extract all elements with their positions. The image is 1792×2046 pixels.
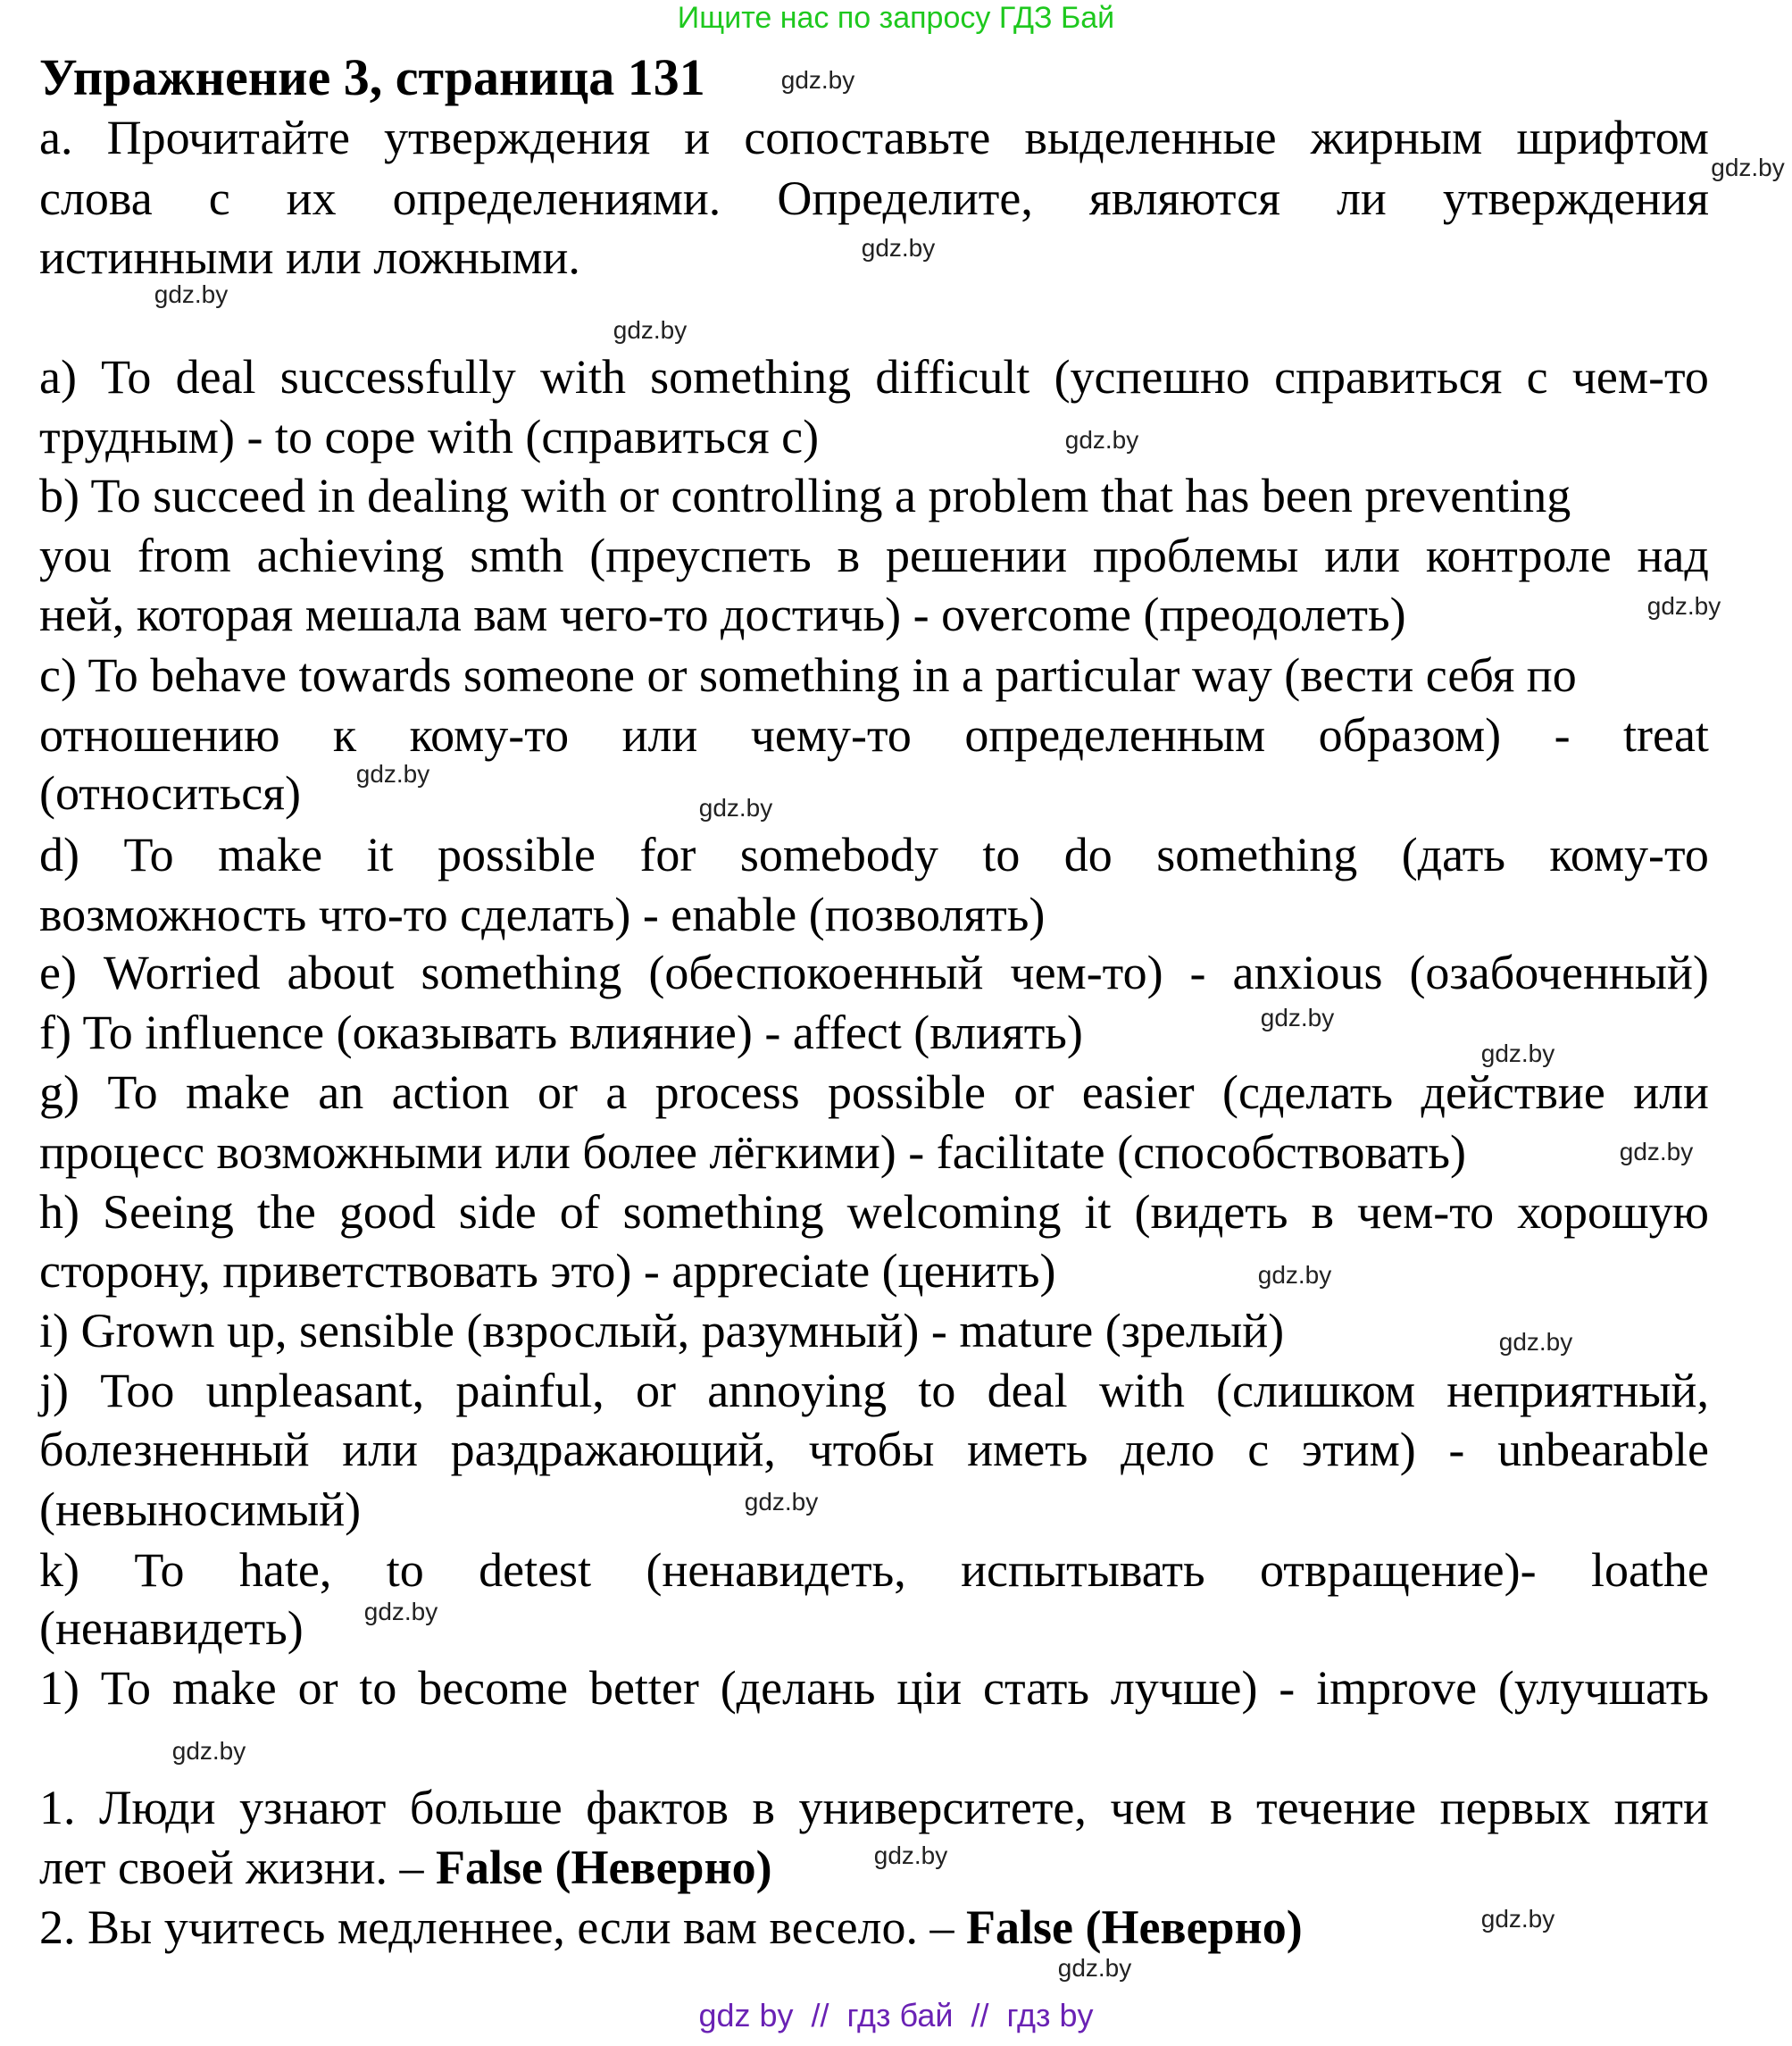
word: кому-то [409,708,570,762]
line-text: ней, которая мешала вам чего-то достичь) - overcome (преодолеть) [39,588,1406,641]
watermark: gdz.by [1711,154,1785,181]
word: with [539,350,626,404]
word: successfully [279,350,516,404]
text-line [39,1366,1709,1415]
word: unpleasant, [205,1364,425,1417]
word: чему-то [750,708,912,762]
watermark: gdz.by [1619,1138,1694,1165]
word: Too [100,1364,175,1417]
word: и [684,111,711,164]
watermark: gdz.by [780,66,855,94]
watermark: gdz.by [1260,1004,1335,1031]
word: с [1247,1423,1270,1476]
text-line [39,410,820,463]
search-banner: Ищите нас по запросу ГДЗ Бай [677,1,1115,35]
word: loathe [1590,1543,1709,1597]
word: - [1189,946,1206,999]
word: for [639,828,696,881]
text-line [39,1425,1709,1474]
word: чем-то) [1010,946,1163,999]
word: (озабоченный) [1409,946,1709,999]
word: about [287,946,395,999]
line-text: f) To influence (оказывать влияние) - affect (влиять) [39,1006,1083,1059]
text-line [39,1304,1285,1357]
line-text: возможность что-то сделать) - enable (позволять) [39,888,1046,941]
word: g) [39,1065,79,1119]
word: действие [1421,1065,1605,1119]
watermark: gdz.by [171,1737,246,1765]
word: дело [1121,1423,1215,1476]
text-line [39,1661,1709,1715]
text-line [39,171,1709,225]
word: определениями. [392,171,721,225]
word: или [342,1423,418,1476]
word: 1. [39,1781,76,1834]
watermark: gdz.by [744,1488,819,1516]
line-text: процесс возможными или более лёгкими) - facilitate (способствовать) [39,1125,1467,1179]
word: Seeing [102,1185,234,1239]
word: to [386,1543,424,1597]
answer-label: False (Неверно) [966,1900,1303,1954]
word: отвращение)- [1259,1543,1537,1597]
word: хорошую [1517,1185,1709,1239]
word: сопоставьте [744,111,991,164]
line-text: (ненавидеть) [39,1601,304,1655]
watermark: gdz.by [1064,426,1139,454]
word: an [318,1065,364,1119]
word: их [286,171,337,225]
word: To [134,1543,185,1597]
line-text: трудным) - to cope with (справиться с) [39,410,820,463]
word: или [621,708,698,762]
word: над [1637,529,1709,582]
text-line [39,828,1709,881]
word: образом) [1318,708,1502,762]
text-line [39,1006,1083,1059]
word: Люди [98,1781,216,1834]
word: (слишком [1216,1364,1416,1417]
word: anxious [1232,946,1383,999]
text-line [39,948,1709,997]
word: To [101,350,152,404]
word: решении [885,529,1068,582]
word: treat [1623,708,1709,762]
word: smth [470,529,564,582]
word: проблемы [1093,529,1299,582]
word: в [1210,1781,1233,1834]
word: (сделать [1222,1065,1394,1119]
word: лучше) [1110,1661,1258,1715]
word: кому-то [1549,828,1709,881]
word: слова [39,171,153,225]
word: чтобы [808,1423,935,1476]
word: - [1448,1423,1465,1476]
word: чем [1110,1781,1187,1834]
word: To [107,1065,158,1119]
word: to [982,828,1021,881]
watermark: gdz.by [613,316,688,344]
word: этим) [1301,1423,1416,1476]
word: make [185,1065,290,1119]
word: утверждения [384,111,651,164]
text-line [39,708,1709,762]
line-text: c) To behave towards someone or something in a particular way (вести себя по [39,648,1577,702]
footer-links: gdz by // гдз бай // гдз by [698,1997,1094,2033]
word: detest [479,1543,592,1597]
word: или [1324,529,1400,582]
text-line [39,1125,1467,1179]
text-line [39,1244,1056,1298]
word: to [359,1661,397,1715]
word: j) [39,1364,69,1417]
word: ціи [896,1661,963,1715]
word: welcoming [846,1185,1062,1239]
word: (ненавидеть, [646,1543,906,1597]
word: (преуспеть [589,529,812,582]
word: чем-то [1571,350,1709,404]
word: утверждения [1442,171,1709,225]
watermark: gdz.by [1257,1261,1332,1289]
text-line [39,1900,1303,1954]
word: (успешно [1054,350,1250,404]
page-title: Упражнение 3, страница 131 [39,48,705,106]
word: первых [1439,1781,1591,1834]
word: в [837,529,861,582]
word: e) [39,946,77,999]
word: Определите, [777,171,1033,225]
word: - [1554,708,1571,762]
line-text: сторону, приветствовать это) - appreciate (ценить) [39,1244,1056,1298]
word: - [1279,1661,1296,1715]
text-line [39,1601,304,1655]
text-line [39,113,1709,162]
word: болезненный [39,1423,310,1476]
text-line [39,1543,1709,1597]
word: something [421,946,622,999]
word: k) [39,1543,79,1597]
word: или [1633,1065,1709,1119]
word: something [650,350,852,404]
word: больше [409,1781,563,1834]
word: в [1311,1185,1334,1239]
watermark: gdz.by [1646,592,1721,620]
word: жирным [1310,111,1483,164]
word: с [208,171,230,225]
word: иметь [967,1423,1088,1476]
text-line [39,890,1045,939]
word: process [654,1065,800,1119]
text-line [39,531,1709,580]
word: (видеть [1134,1185,1288,1239]
line-text: 2. Вы учитесь медленнее, если вам весело. – [39,1900,966,1954]
word: improve [1316,1661,1478,1715]
word: unbearable [1497,1423,1709,1476]
word: To [123,828,174,881]
watermark: gdz.by [1480,1905,1555,1933]
word: make [218,828,323,881]
word: с [1526,350,1548,404]
word: easier [1081,1065,1195,1119]
word: ли [1336,171,1387,225]
word: side [458,1185,537,1239]
word: with [1098,1364,1185,1417]
line-text: лет своей жизни. – [39,1841,436,1894]
word: good [338,1185,436,1239]
word: become [418,1661,569,1715]
word: отношению [39,708,280,762]
word: определенным [964,708,1266,762]
word: do [1063,828,1113,881]
word: make [171,1661,277,1715]
word: Worried [103,946,261,999]
word: испытывать [961,1543,1205,1597]
word: справиться [1274,350,1503,404]
text-line [39,1185,1709,1239]
word: painful, [455,1364,604,1417]
line-text: (невыносимый) [39,1482,362,1536]
watermark: gdz.by [861,234,936,262]
word: течение [1256,1781,1417,1834]
word: deal [987,1364,1068,1417]
word: somebody [739,828,938,881]
word: 1) [39,1661,79,1715]
answer-label: False (Неверно) [435,1841,772,1894]
word: deal [175,350,256,404]
line-text: b) To succeed in dealing with or controlling a problem that has been preventing [39,469,1571,522]
watermark: gdz.by [1057,1954,1132,1982]
word: являются [1088,171,1280,225]
word: в [752,1781,775,1834]
word: a) [39,350,77,404]
word: the [256,1185,316,1239]
word: к [332,708,357,762]
word: possible [437,828,596,881]
word: чем-то [1356,1185,1495,1239]
word: узнают [238,1781,387,1834]
word: something [1156,828,1358,881]
line-text: истинными или ложными. [39,230,580,284]
word: To [100,1661,152,1715]
text-line [39,1843,772,1892]
word: раздражающий, [450,1423,776,1476]
word: annoying [707,1364,888,1417]
word: something [622,1185,824,1239]
word: you [39,529,112,582]
word: of [559,1185,600,1239]
word: achieving [256,529,445,582]
word: possible [827,1065,986,1119]
word: (обеспокоенный [648,946,984,999]
word: (дать [1401,828,1505,881]
word: (делань [720,1661,876,1715]
watermark: gdz.by [363,1598,438,1625]
word: шрифтом [1516,111,1709,164]
word: or [297,1661,338,1715]
word: from [137,529,231,582]
text-line [39,648,1577,702]
text-line [39,230,580,284]
word: (улучшать [1497,1661,1709,1715]
word: better [588,1661,699,1715]
word: action [391,1065,510,1119]
word: or [537,1065,578,1119]
watermark: gdz.by [698,794,773,822]
line-text: (относиться) [39,766,301,820]
watermark: gdz.by [1480,1040,1555,1067]
word: a. [39,111,73,164]
word: Прочитайте [106,111,350,164]
word: to [918,1364,956,1417]
word: неприятный, [1446,1364,1709,1417]
watermark: gdz.by [154,280,229,308]
text-line [39,1482,362,1536]
word: difficult [875,350,1030,404]
word: or [636,1364,676,1417]
text-line [39,469,1571,522]
text-line [39,590,1406,639]
text-line [39,1783,1709,1832]
word: контроле [1425,529,1612,582]
text-line [39,766,301,820]
text-line [39,350,1709,404]
watermark: gdz.by [1498,1328,1573,1356]
watermark: gdz.by [873,1841,948,1869]
word: d) [39,828,79,881]
word: or [1013,1065,1054,1119]
word: университете, [798,1781,1087,1834]
word: фактов [586,1781,729,1834]
line-text: i) Grown up, sensible (взрослый, разумный) - mature (зрелый) [39,1304,1285,1357]
word: hate, [238,1543,332,1597]
word: h) [39,1185,79,1239]
word: стать [983,1661,1090,1715]
word: пяти [1613,1781,1709,1834]
text-line [39,1065,1709,1119]
word: выделенные [1024,111,1277,164]
word: it [366,828,394,881]
word: a [605,1065,628,1119]
watermark: gdz.by [355,760,430,788]
word: it [1084,1185,1112,1239]
